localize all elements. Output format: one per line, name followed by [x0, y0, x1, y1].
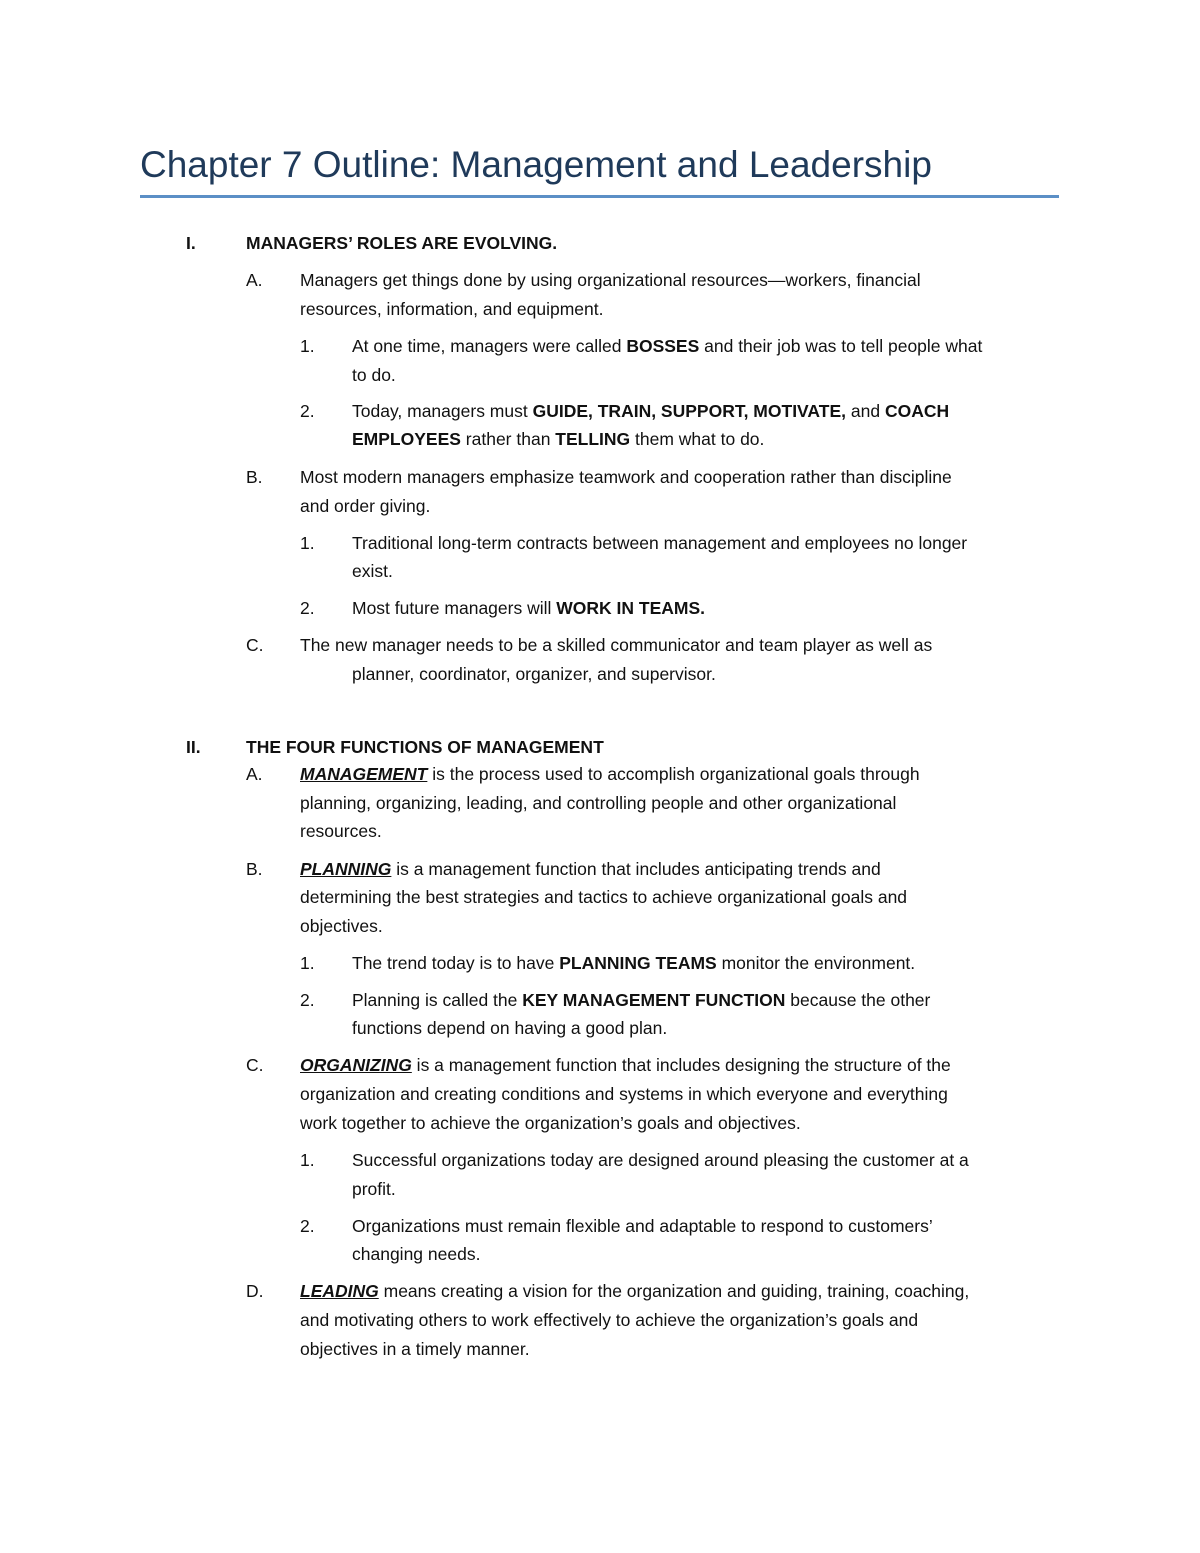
s2-c-2-marker: 2. [300, 1216, 315, 1236]
section-2-heading: THE FOUR FUNCTIONS OF MANAGEMENT [246, 737, 604, 757]
s2-a-line-1: MANAGEMENT is the process used to accomplish organizational goals through [300, 764, 920, 784]
s1-b-2-line-1: Most future managers will WORK IN TEAMS. [352, 598, 705, 618]
s1-c-line-1: The new manager needs to be a skilled communicator and team player as well as [300, 635, 933, 655]
s2-b-1-line-1: The trend today is to have PLANNING TEAMS monitor the environment. [352, 953, 916, 973]
s1-a-1-line-1: At one time, managers were called BOSSES and their job was to tell people what [352, 336, 983, 356]
s1-a-1-line-2: to do. [352, 365, 396, 385]
s2-d-line-2: and motivating others to work effectively to achieve the organization’s goals and [300, 1310, 919, 1330]
term-organizing: ORGANIZING [300, 1055, 412, 1075]
s2-c-line-1: ORGANIZING is a management function that includes designing the structure of the [300, 1055, 951, 1075]
s1-b-marker: B. [246, 467, 263, 487]
s2-d-marker: D. [246, 1281, 264, 1301]
s2-b-line-2: determining the best strategies and tactics to achieve organizational goals and [300, 887, 908, 907]
s1-c-line-2: planner, coordinator, organizer, and supervisor. [352, 664, 716, 684]
s1-b-1-line-2: exist. [352, 561, 393, 581]
s2-c-2-line-1: Organizations must remain flexible and adaptable to respond to customers’ [352, 1216, 933, 1236]
section-1-number: I. [186, 233, 196, 253]
section-2-number: II. [186, 737, 201, 757]
s2-c-line-2: organization and creating conditions and systems in which everyone and everything [300, 1084, 948, 1104]
term-management: MANAGEMENT [300, 764, 428, 784]
s2-a-line-2: planning, organizing, leading, and controlling people and other organizational [300, 793, 897, 813]
s1-a-1-marker: 1. [300, 336, 315, 356]
term-leading: LEADING [300, 1281, 379, 1301]
s1-a-line-2: resources, information, and equipment. [300, 299, 604, 319]
s1-b-1-line-1: Traditional long-term contracts between management and employees no longer [352, 533, 968, 553]
s2-c-line-3: work together to achieve the organization’s goals and objectives. [300, 1113, 801, 1133]
s1-b-1-marker: 1. [300, 533, 315, 553]
s2-b-line-1: PLANNING is a management function that includes anticipating trends and [300, 859, 881, 879]
s2-a-marker: A. [246, 764, 263, 784]
s2-b-line-3: objectives. [300, 916, 383, 936]
s2-c-marker: C. [246, 1055, 264, 1075]
s2-c-1-line-1: Successful organizations today are designed around pleasing the customer at a [352, 1150, 969, 1170]
s2-c-2-line-2: changing needs. [352, 1244, 481, 1264]
s2-d-line-3: objectives in a timely manner. [300, 1339, 530, 1359]
title-underline-rule [140, 195, 1059, 198]
s1-c-marker: C. [246, 635, 264, 655]
s1-b-line-2: and order giving. [300, 496, 431, 516]
s2-a-line-3: resources. [300, 821, 382, 841]
term-planning: PLANNING [300, 859, 392, 879]
s1-a-2-marker: 2. [300, 401, 315, 421]
s1-a-line-1: Managers get things done by using organizational resources—workers, financial [300, 270, 921, 290]
s2-b-2-line-1: Planning is called the KEY MANAGEMENT FUNCTION because the other [352, 990, 931, 1010]
s1-b-2-marker: 2. [300, 598, 315, 618]
s2-c-1-marker: 1. [300, 1150, 315, 1170]
section-1-heading: MANAGERS’ ROLES ARE EVOLVING. [246, 233, 558, 253]
s2-b-1-marker: 1. [300, 953, 315, 973]
s1-a-marker: A. [246, 270, 263, 290]
page-title: Chapter 7 Outline: Management and Leadership [140, 144, 932, 185]
s2-b-2-marker: 2. [300, 990, 315, 1010]
s2-c-1-line-2: profit. [352, 1179, 396, 1199]
s2-b-2-line-2: functions depend on having a good plan. [352, 1018, 668, 1038]
s1-a-2-line-2: EMPLOYEES rather than TELLING them what to do. [352, 429, 765, 449]
s2-d-line-1: LEADING means creating a vision for the organization and guiding, training, coaching, [300, 1281, 970, 1301]
s2-b-marker: B. [246, 859, 263, 879]
s1-b-line-1: Most modern managers emphasize teamwork and cooperation rather than discipline [300, 467, 952, 487]
s1-a-2-line-1: Today, managers must GUIDE, TRAIN, SUPPORT, MOTIVATE, and COACH [352, 401, 950, 421]
